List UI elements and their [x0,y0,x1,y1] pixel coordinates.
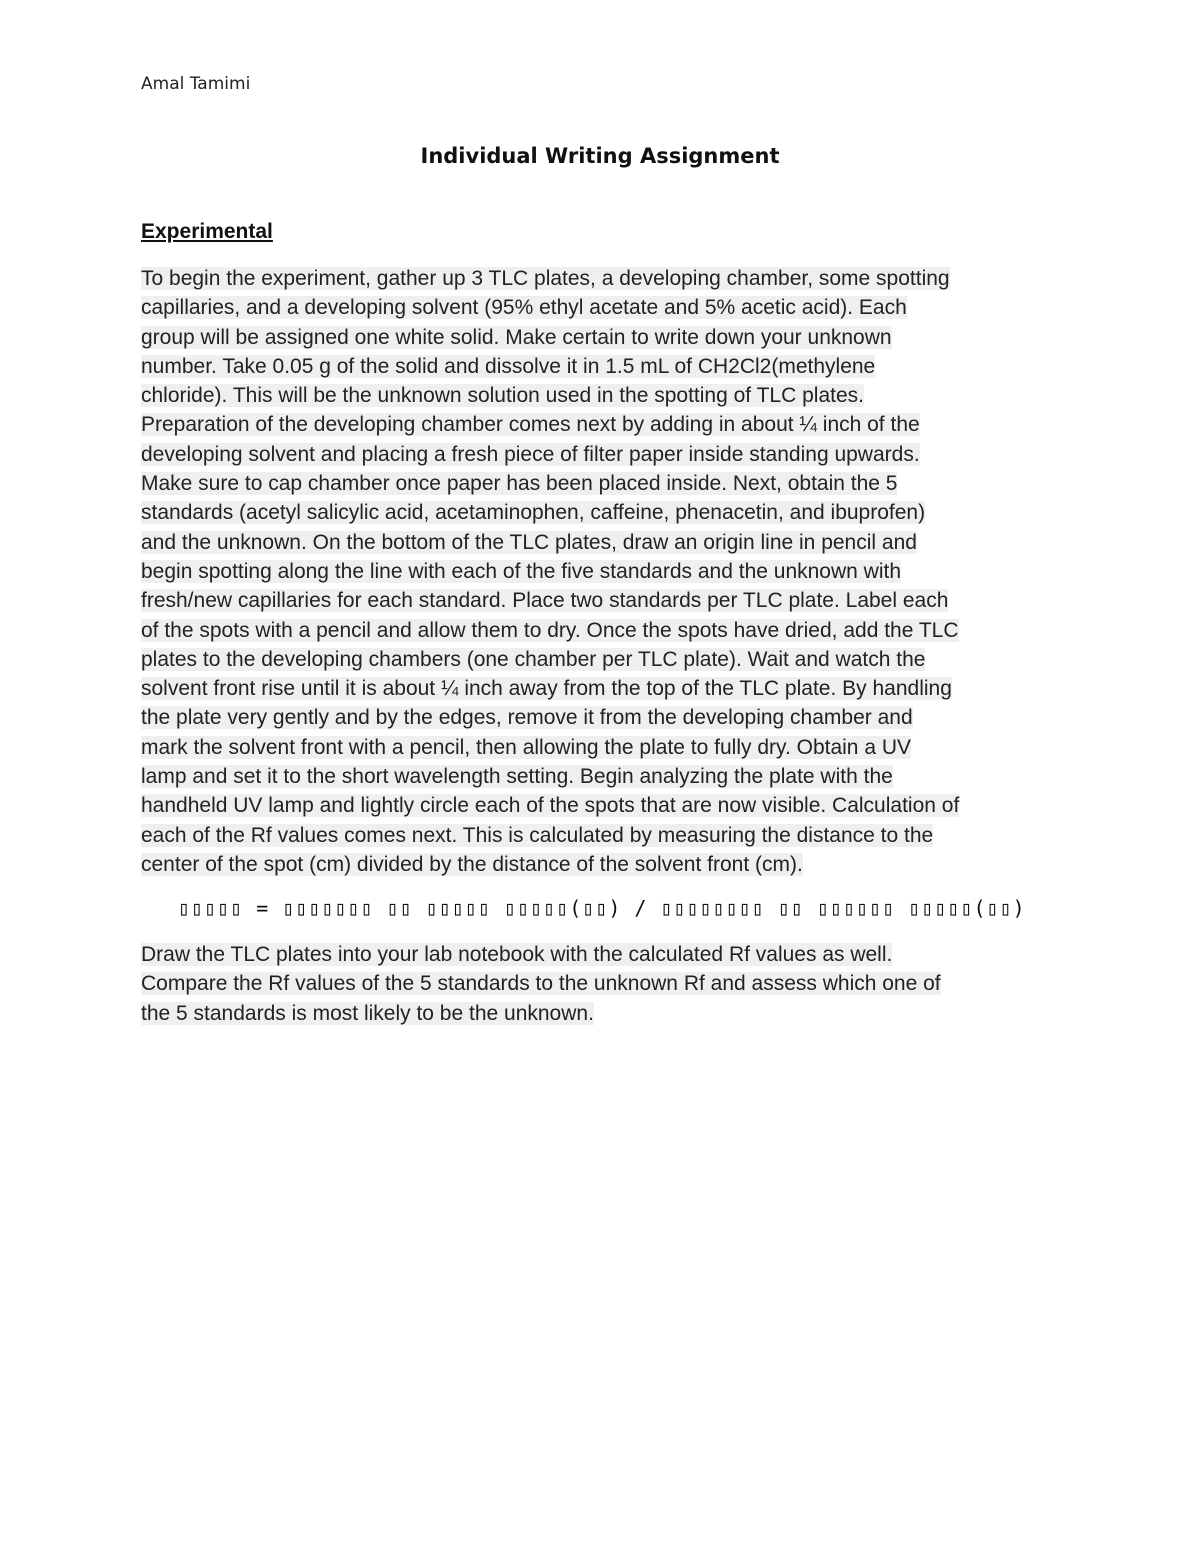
paragraph-line [141,410,1061,439]
paragraph-line [141,264,1061,293]
paragraph-line [141,703,1061,732]
paragraph-line [141,440,1061,469]
paragraph-line [141,352,1061,381]
paragraph-line-text: plates to the developing chambers (one chamber per TLC plate). Wait and watch the [141,647,926,671]
paragraph-line [141,323,1061,352]
paragraph-line [141,381,1061,410]
paragraph-line [141,850,1061,879]
paragraph-line-text: group will be assigned one white solid. Make certain to write down your unknown [141,325,892,349]
section-heading-experimental: Experimental [141,220,273,243]
paragraph-line-text: handheld UV lamp and lightly circle each of the spots that are now visible. Calculation of [141,794,960,818]
paragraph-line-text: center of the spot (cm) divided by the distance of the solvent front (cm). [141,852,803,876]
closing-line-text: Draw the TLC plates into your lab notebook with the calculated Rf values as well. [141,943,893,966]
paragraph-line-text: begin spotting along the line with each of the five standards and the unknown with [141,559,902,583]
document-title: Individual Writing Assignment [420,144,780,168]
paragraph-line [141,733,1061,762]
paragraph-line-text: the plate very gently and by the edges, remove it from the developing chamber and [141,706,913,730]
author-name: Amal Tamimi [141,74,251,94]
paragraph-line [141,528,1061,557]
paragraph-line [141,791,1061,820]
paragraph-line-text: each of the Rf values comes next. This is calculated by measuring the distance to the [141,823,934,847]
rf-formula: ▯▯▯▯▯ = ▯▯▯▯▯▯▯ ▯▯ ▯▯▯▯▯ ▯▯▯▯▯(▯▯) / ▯▯▯▯▯▯▯▯ ▯▯ ▯▯▯▯▯▯ ▯▯▯▯▯(▯▯) [178,896,1026,920]
paragraph-line-text: chloride). This will be the unknown solution used in the spotting of TLC plates. [141,384,864,408]
paragraph-line [141,616,1061,645]
experimental-paragraph [141,264,1061,879]
paragraph-line-text: To begin the experiment, gather up 3 TLC plates, a developing chamber, some spotting [141,267,950,290]
paragraph-line [141,821,1061,850]
paragraph-line [141,674,1061,703]
paragraph-line-text: lamp and set it to the short wavelength setting. Begin analyzing the plate with the [141,765,893,789]
paragraph-line-text: of the spots with a pencil and allow them to dry. Once the spots have dried, add the TLC [141,618,959,642]
paragraph-line-text: Make sure to cap chamber once paper has been placed inside. Next, obtain the 5 [141,472,898,496]
paragraph-line [141,586,1061,615]
closing-line-text: Compare the Rf values of the 5 standards to the unknown Rf and assess which one of [141,972,941,996]
paragraph-line-text: capillaries, and a developing solvent (95% ethyl acetate and 5% acetic acid). Each [141,296,907,320]
paragraph-line [141,645,1061,674]
paragraph-line-text: and the unknown. On the bottom of the TLC plates, draw an origin line in pencil and [141,530,917,554]
paragraph-line [141,498,1061,527]
paragraph-line-text: number. Take 0.05 g of the solid and dissolve it in 1.5 mL of CH2Cl2(methylene [141,354,876,378]
paragraph-line-text: mark the solvent front with a pencil, then allowing the plate to fully dry. Obtain a UV [141,735,912,759]
paragraph-line [141,469,1061,498]
paragraph-line [141,762,1061,791]
paragraph-line-text: standards (acetyl salicylic acid, acetaminophen, caffeine, phenacetin, and ibuprofen) [141,501,926,525]
paragraph-line [141,293,1061,322]
paragraph-line-text: developing solvent and placing a fresh piece of filter paper inside standing upwards. [141,442,920,466]
closing-paragraph [141,940,1061,1028]
paragraph-line-text: solvent front rise until it is about ¼ inch away from the top of the TLC plate. By handling [141,677,952,701]
closing-line [141,999,1061,1028]
closing-line-text: the 5 standards is most likely to be the unknown. [141,1001,594,1025]
paragraph-line-text: fresh/new capillaries for each standard. Place two standards per TLC plate. Label each [141,589,949,613]
closing-line [141,969,1061,998]
paragraph-line-text: Preparation of the developing chamber comes next by adding in about ¼ inch of the [141,413,920,437]
paragraph-line [141,557,1061,586]
closing-line [141,940,1061,969]
